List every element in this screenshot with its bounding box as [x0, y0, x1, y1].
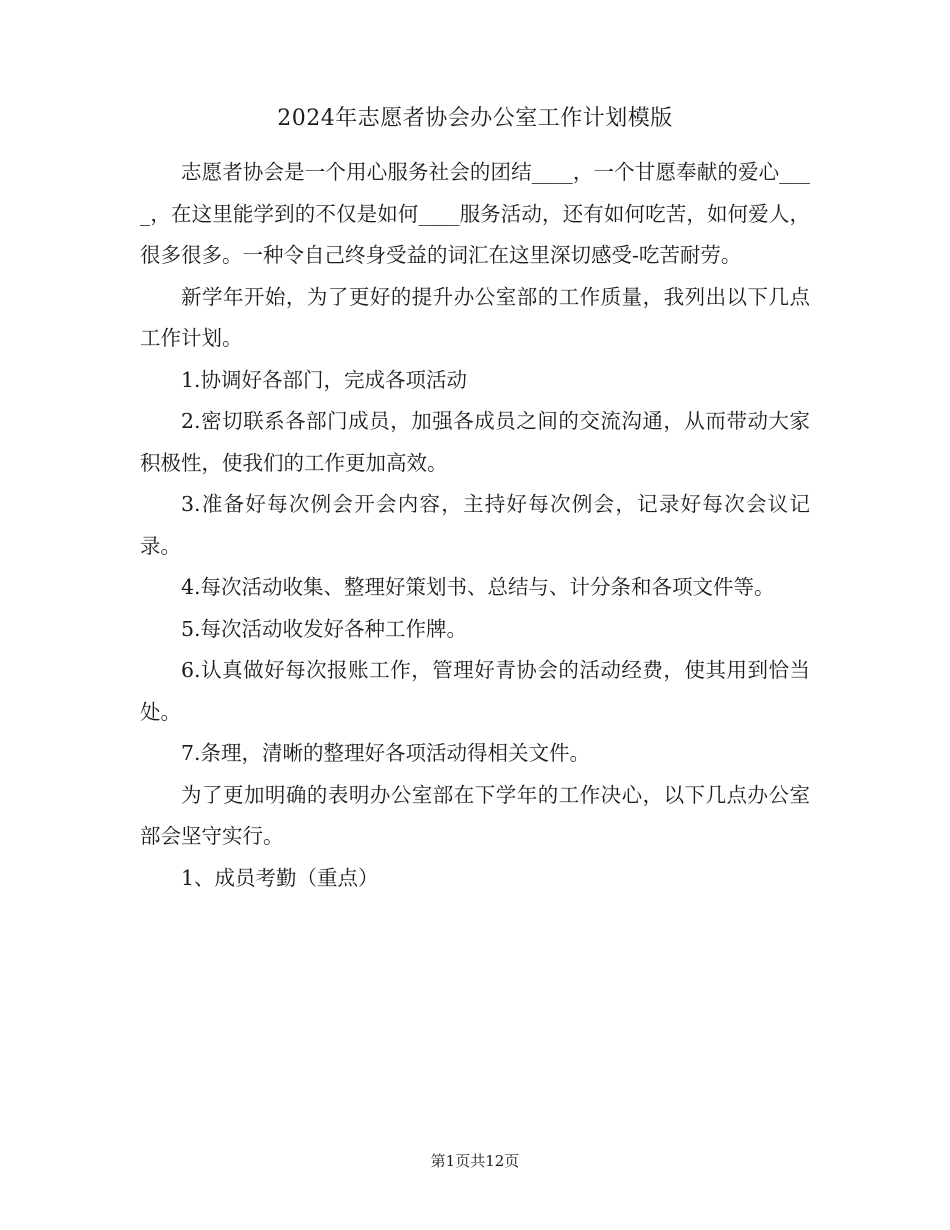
- plan-item-7: 7.条理，清晰的整理好各项活动得相关文件。: [181, 741, 591, 765]
- plan-item-4: 4.每次活动收集、整理好策划书、总结与、计分条和各项文件等。: [181, 575, 775, 599]
- plan-item-2: 2.密切联系各部门成员，加强各成员之间的交流沟通，从而带动大家积极性，使我们的工作更加高效。: [140, 409, 810, 475]
- plan-item-3: 3.准备好每次例会开会内容，主持好每次例会，记录好每次会议记录。: [140, 492, 810, 558]
- plan-item-6: 6.认真做好每次报账工作，管理好青协会的活动经费，使其用到恰当处。: [140, 658, 810, 724]
- paragraph-plan-lead: 新学年开始，为了更好的提升办公室部的工作质量，我列出以下几点工作计划。: [140, 284, 810, 350]
- document-body: [140, 152, 810, 899]
- page-number-footer: 第1页共12页: [430, 1152, 520, 1170]
- section-heading-attendance: 1、成员考勤（重点）: [181, 865, 379, 890]
- plan-item-5: 5.每次活动收发好各种工作牌。: [181, 616, 468, 641]
- document-title: 2024年志愿者协会办公室工作计划模版: [277, 106, 673, 131]
- plan-item-1: 1.协调好各部门，完成各项活动: [181, 367, 468, 392]
- paragraph-intro: 志愿者协会是一个用心服务社会的团结____，一个甘愿奉献的爱心____，在这里能学到的不仅是如何____服务活动，还有如何吃苦，如何爱人，很多很多。一种令自己终身受益的词汇在这里深切感受-吃苦耐劳。: [140, 160, 810, 267]
- paragraph-commitment: 为了更加明确的表明办公室部在下学年的工作决心，以下几点办公室部会坚守实行。: [140, 782, 810, 848]
